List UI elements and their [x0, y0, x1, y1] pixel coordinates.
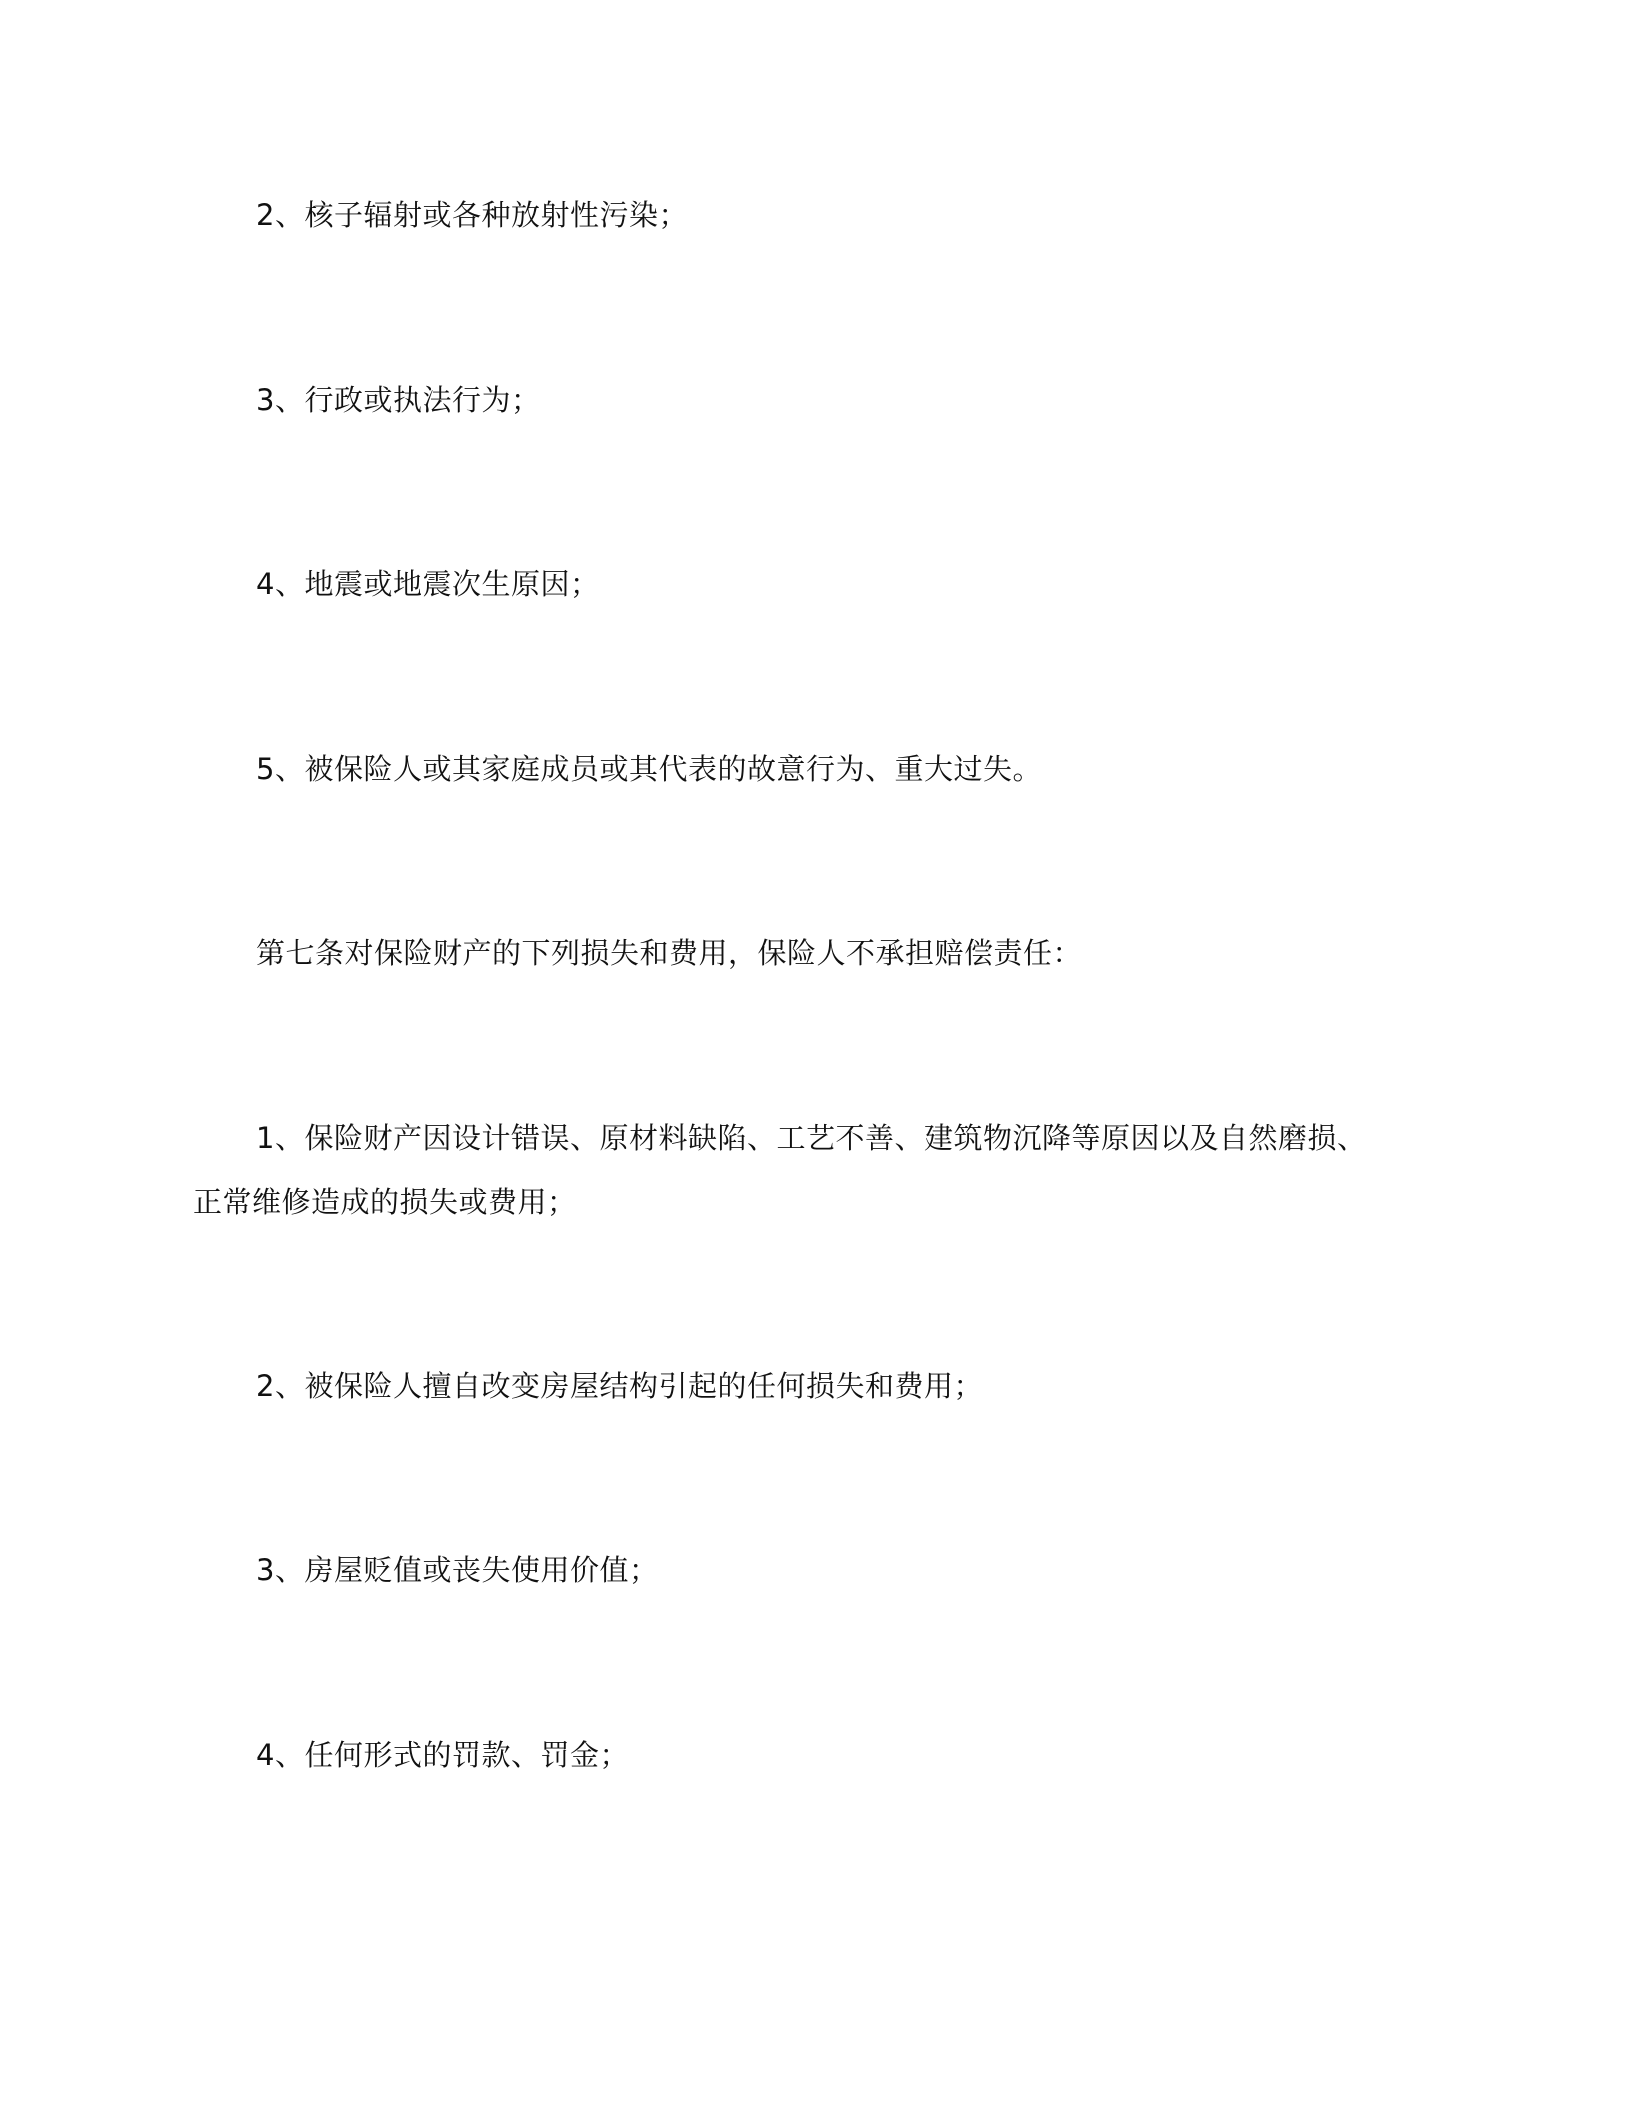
paragraph	[193, 921, 1506, 985]
paragraph-line: 1、保险财产因设计错误、原材料缺陷、工艺不善、建筑物沉降等原因以及自然磨损、	[256, 1121, 1367, 1155]
paragraph	[193, 183, 1506, 247]
paragraph	[193, 1723, 1506, 1787]
paragraph-line: 正常维修造成的损失或费用；	[193, 1185, 577, 1219]
paragraph-text: 第七条对保险财产的下列损失和费用，保险人不承担赔偿责任：	[256, 936, 1083, 970]
paragraph-text: 4、地震或地震次生原因；	[256, 567, 600, 601]
paragraph	[193, 737, 1506, 801]
paragraph	[193, 1354, 1506, 1418]
paragraph-text: 2、被保险人擅自改变房屋结构引起的任何损失和费用；	[256, 1369, 983, 1403]
paragraph-multiline	[193, 1106, 1443, 1234]
paragraph	[193, 368, 1506, 432]
paragraph-text: 5、被保险人或其家庭成员或其代表的故意行为、重大过失。	[256, 752, 1042, 786]
paragraph	[193, 552, 1506, 616]
paragraph-text: 3、房屋贬值或丧失使用价值；	[256, 1553, 659, 1587]
paragraph	[193, 1538, 1506, 1602]
paragraph-text: 4、任何形式的罚款、罚金；	[256, 1738, 629, 1772]
paragraph-text: 2、核子辐射或各种放射性污染；	[256, 198, 688, 232]
paragraph-text: 3、行政或执法行为；	[256, 383, 541, 417]
